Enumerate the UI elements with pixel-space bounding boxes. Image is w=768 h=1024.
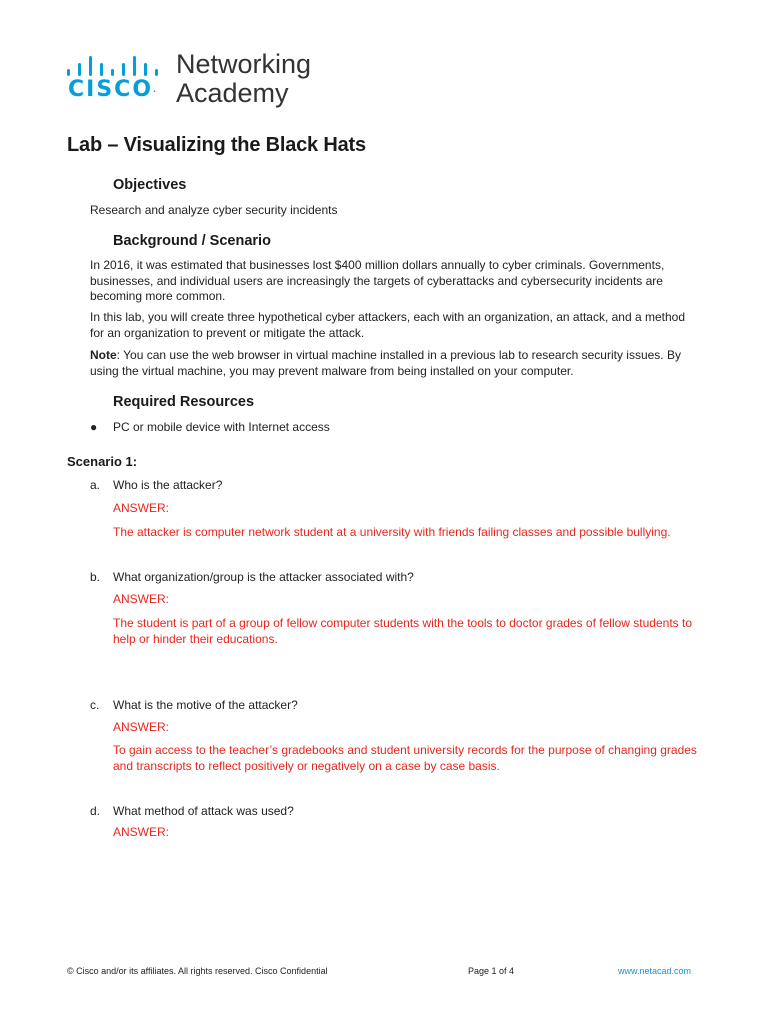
objectives-text: Research and analyze cyber security incidents: [90, 203, 338, 217]
program-name-line1: Networking: [176, 49, 312, 79]
question-text: Who is the attacker?: [113, 478, 223, 492]
cisco-wordmark: CISCO.: [68, 77, 157, 102]
objectives-heading: Objectives: [113, 177, 187, 193]
footer-page-number: Page 1 of 4: [468, 966, 515, 976]
answer-text: The student is part of a group of fellow computer students with the tools to doctor grades of fellow students to help or hinder their educations.: [113, 616, 692, 646]
scenario-heading: Scenario 1:: [67, 454, 138, 469]
background-note: [90, 348, 700, 379]
program-name: [176, 50, 376, 108]
bullet-icon: ●: [90, 420, 98, 434]
note-text: : You can use the web browser in virtual machine installed in a previous lab to research security issues. By using the virtual machine, you may prevent malware from being installed on your computer.: [90, 348, 681, 378]
answer-label: ANSWER:: [113, 720, 170, 734]
answer-text: The attacker is computer network student at a university with friends failing classes and possible bullying.: [113, 525, 671, 539]
question-text: What is the motive of the attacker?: [113, 698, 298, 712]
program-name-line2: Academy: [176, 78, 289, 108]
footer-website-link[interactable]: www.netacad.com: [618, 966, 692, 976]
lab-title: Lab – Visualizing the Black Hats: [67, 134, 366, 156]
answer-label: ANSWER:: [113, 592, 170, 606]
required-resources-heading: Required Resources: [113, 394, 255, 410]
footer-copyright: © Cisco and/or its affiliates. All rights reserved. Cisco Confidential: [67, 966, 328, 976]
background-paragraph-1: In 2016, it was estimated that businesses lost $400 million dollars annually to cyber criminals. Governments, businesses, and individual users are increasingly the targets of cyberattacks and cybersecurity incidents are becoming more common.: [90, 258, 665, 303]
answer-label: ANSWER:: [113, 501, 170, 515]
question-text: What organization/group is the attacker associated with?: [113, 570, 414, 584]
background-paragraph-2: In this lab, you will create three hypothetical cyber attackers, each with an organization, an attack, and a method for an organization to prevent or mitigate the attack.: [90, 310, 686, 340]
answer-text: To gain access to the teacher’s gradebooks and student university records for the purpose of changing grades and transcripts to reflect positively or negatively on a case by case basis.: [113, 743, 697, 773]
answer-label: ANSWER:: [113, 825, 170, 839]
background-heading: Background / Scenario: [113, 233, 271, 249]
note-label: Note: [90, 348, 117, 362]
cisco-bars-icon: [67, 50, 163, 76]
question-text: What method of attack was used?: [113, 804, 294, 818]
